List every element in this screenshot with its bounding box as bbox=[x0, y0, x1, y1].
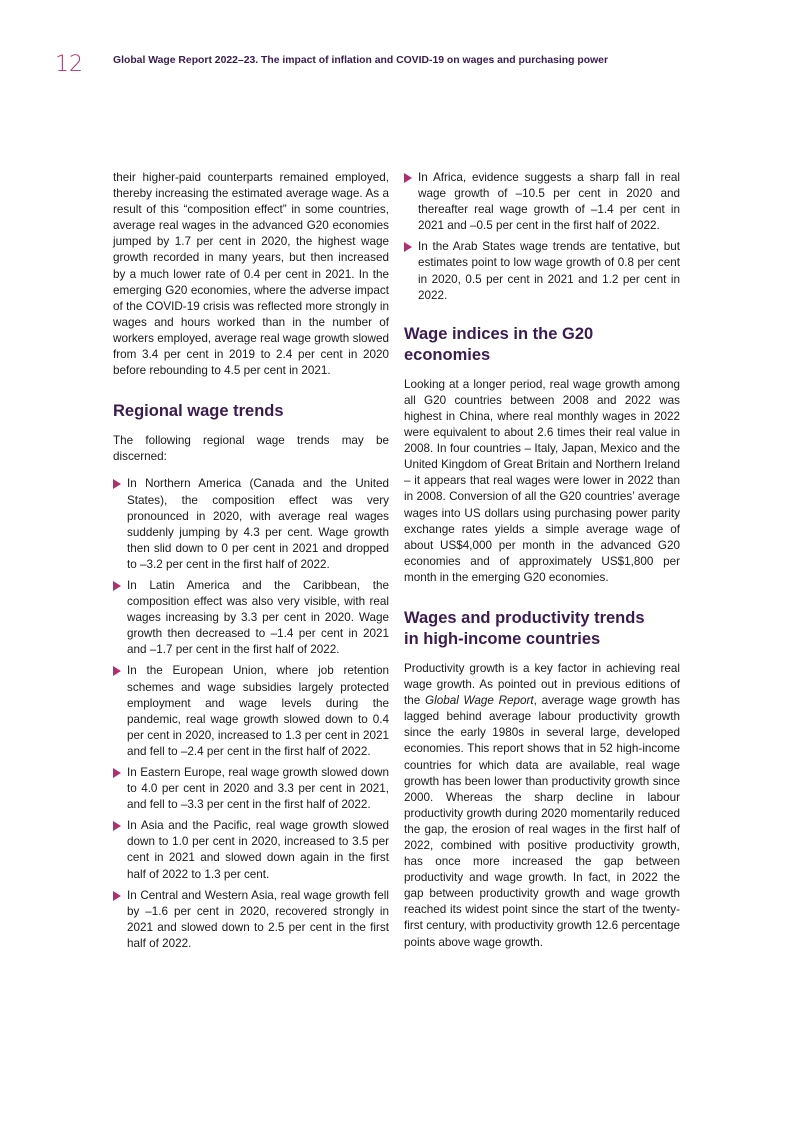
productivity-paragraph bbox=[404, 661, 680, 951]
running-head-title: Global Wage Report 2022–23. The impact of inflation and COVID-19 on wages and purchasing power bbox=[113, 55, 608, 66]
arrow-bullet-icon bbox=[113, 821, 121, 831]
bullet-european-union bbox=[113, 663, 389, 760]
page-number: 12 bbox=[55, 52, 83, 77]
arrow-bullet-icon bbox=[113, 891, 121, 901]
arrow-bullet-icon bbox=[404, 242, 412, 252]
bullet-text: In the Arab States wage trends are tentative, but estimates point to low wage growth of 0.8 per cent in 2020, 0.5 per cent in 2021 and 1.2 per cent in 2022. bbox=[418, 240, 680, 302]
regional-heading: Regional wage trends bbox=[113, 402, 284, 421]
bullet-text: In Eastern Europe, real wage growth slowed down to 4.0 per cent in 2020 and 3.3 per cent in 2021, and fell to –3.3 per cent in the first half of 2022. bbox=[127, 766, 389, 812]
bullet-text: In Northern America (Canada and the United States), the composition effect was very pronounced in 2020, with average real wages suddenly jumping by 4.3 per cent. Wage growth then slid down to 0 per cent in 2021 and dropped to –3.2 per cent in the first half of 2022. bbox=[127, 477, 389, 571]
productivity-heading-line1: Wages and productivity trends bbox=[404, 608, 645, 627]
indices-paragraph: Looking at a longer period, real wage growth among all G20 countries between 2008 and 2022 was highest in China, where real monthly wages in 2022 were equivalent to about 2.6 times their real value in 2008. In four countries – Italy, Japan, Mexico and the United Kingdom of Great Britain and Northern Ireland – it appears that real wages were lower in 2022 than in 2008. Conversion of all the G20 countries’ average wages into US dollars using purchasing power parity exchange rates yields a simple average wage of about US$4,000 per month in the advanced G20 economies and of approximately US$1,800 per month in the emerging G20 economies. bbox=[404, 377, 680, 584]
bullet-text: In Central and Western Asia, real wage growth fell by –1.6 per cent in 2020, recovered strongly in 2021 and slowed down to 2.5 per cent in the first half of 2022. bbox=[127, 888, 389, 950]
productivity-heading-line2: in high-income countries bbox=[404, 629, 601, 648]
bullet-text: In Latin America and the Caribbean, the composition effect was also very visible, with real wages increasing by 3.3 per cent in 2020. Wage growth then decreased to –1.4 per cent in 2021 and –1.7 per cent in the first half of 2022. bbox=[127, 578, 389, 657]
bullet-arab-states bbox=[404, 239, 680, 303]
bullet-text: In the European Union, where job retention schemes and wage subsidies largely protected employment and wage levels during the pandemic, real wage growth slowed down to 0.4 per cent in 2020, increased to 1.3 per cent in 2021 and fell to –2.4 per cent in the first half of 2022. bbox=[127, 664, 389, 758]
arrow-bullet-icon bbox=[113, 479, 121, 489]
bullet-central-western-asia bbox=[113, 888, 389, 952]
bullet-latin-america bbox=[113, 578, 389, 658]
left-column bbox=[113, 170, 389, 952]
productivity-para-start: Productivity growth is a key factor in achieving real wage growth. As pointed out in previous editions of the bbox=[404, 661, 680, 708]
bullet-text: In Asia and the Pacific, real wage growth slowed down to 1.0 per cent in 2020, increased to 3.5 per cent in 2021 and slowed down again in the first half of 2022 to 1.3 per cent. bbox=[127, 819, 389, 881]
bullet-africa bbox=[404, 170, 680, 234]
regional-lead: The following regional wage trends may be discerned: bbox=[113, 434, 389, 464]
bullet-asia-pacific bbox=[113, 818, 389, 882]
arrow-bullet-icon bbox=[113, 768, 121, 778]
productivity-heading bbox=[404, 608, 680, 650]
intro-paragraph: their higher-paid counterparts remained employed, thereby increasing the estimated average wage. As a result of this “composition effect” in some countries, average real wages in the advanced G20 economies jumped by 1.7 per cent in 2020, the highest wage growth recorded in many years, but then increased by a much lower rate of 0.4 per cent in 2021. In the emerging G20 economies, where the adverse impact of the COVID-19 crisis was reflected more strongly in wages and hours worked than in the number of workers employed, average real wage growth slowed from 3.4 per cent in 2019 to 2.4 per cent in 2020 before rebounding to 4.5 per cent in 2021. bbox=[113, 171, 389, 378]
arrow-bullet-icon bbox=[113, 666, 121, 676]
bullet-eastern-europe bbox=[113, 765, 389, 813]
arrow-bullet-icon bbox=[404, 173, 412, 183]
right-column bbox=[404, 170, 680, 951]
productivity-para-end: , average wage growth has lagged behind average labour productivity growth since the early 1980s in several large, developed economies. This report shows that in 52 high-income countries for which data are available, real wage growth has been lower than productivity growth since 2000. Whereas the sharp decline in labour productivity growth during 2020 momentarily reduced the gap, the erosion of real wages in the first half of 2022, combined with positive productivity growth, has once more increased the gap between productivity and wage growth. In fact, in 2022 the gap between productivity growth and wage growth reached its widest point since the start of the twenty-first century, with productivity growth 12.6 percentage points above wage growth. bbox=[404, 694, 680, 949]
bullet-text: In Africa, evidence suggests a sharp fall in real wage growth of –10.5 per cent in 2020 and thereafter real wage growth of –1.4 per cent in 2021 and –0.5 per cent in the first half of 2022. bbox=[418, 171, 680, 233]
report-title-italic: Global Wage Report bbox=[425, 694, 534, 708]
regional-bullet-list bbox=[113, 476, 389, 952]
arrow-bullet-icon bbox=[113, 581, 121, 591]
bullet-northern-america bbox=[113, 476, 389, 573]
continued-bullet-list bbox=[404, 170, 680, 304]
indices-heading: Wage indices in the G20 economies bbox=[404, 324, 594, 364]
